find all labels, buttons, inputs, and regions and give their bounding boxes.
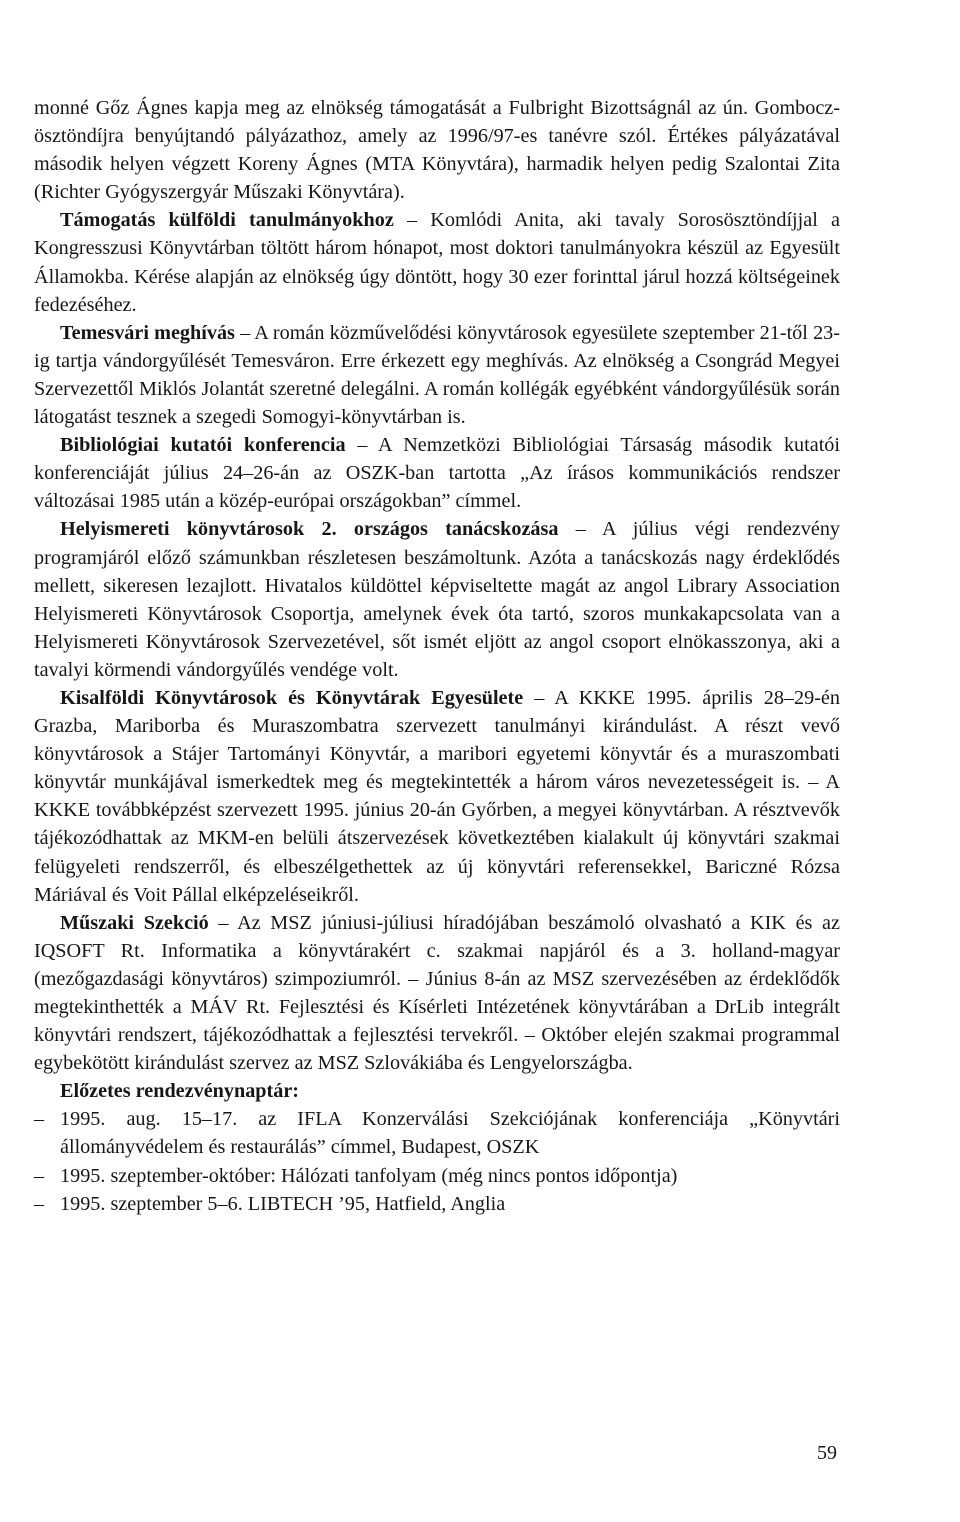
- paragraph-text: – A Nemzetközi Bibliológiai Társaság második kutatói konferenciáját július 24–26-án az OSZK-ban tartotta „Az írásos kommunikációs rendszer változásai 1985 után a közép-európai országokban” címmel.: [34, 434, 841, 513]
- paragraph-text: – A KKKE 1995. április 28–29-én Grazba, Mariborba és Muraszombatra szervezett tanulmányi kirándulást. A részt vevő könyvtárosok a Stájer Tartományi Könyvtár, a maribori egyetemi könyvtár és a muraszombati könyvtár munkájával ismerkedtek meg és megtekintették a három város nevezetességeit is. – A KKKE továbbképzést szervezett 1995. június 20-án Győrben, a megyei könyvtárban. A résztvevők tájékozódhattak az MKM-en belüli átszervezések következtében kialakult új könyvtári szakmai felügyeleti rendszerről, és elbeszélgethettek az új könyvtári referensekkel, Bariczné Rózsa Máriával és Voit Pállal elképzeléseikről.: [34, 686, 840, 906]
- page-body: [34, 94, 840, 1218]
- calendar-item-text: 1995. aug. 15–17. az IFLA Konzerválási Szekciójának konferenciája „Könyvtári állományvédelem és restaurálás” címmel, Budapest, OSZK: [60, 1108, 840, 1159]
- list-dash: –: [34, 1108, 45, 1131]
- paragraph-temesvar: [34, 319, 840, 431]
- section-heading: Támogatás külföldi tanulmányokhoz: [60, 209, 394, 232]
- paragraph-muszaki: [34, 909, 840, 1078]
- calendar-item-text: 1995. szeptember 5–6. LIBTECH ’95, Hatfield, Anglia: [60, 1192, 506, 1215]
- paragraph-text: – Komlódi Anita, aki tavaly Sorosösztöndíjjal a Kongresszusi Könyvtárban töltött három hónapot, most doktori tanulmányokra készül az Egyesült Államokba. Kérése alapján az elnökség úgy döntött, hogy 30 ezer forinttal járul hozzá költségeinek fedezéséhez.: [34, 209, 840, 316]
- paragraph-text: – A július végi rendezvény programjáról előző számunkban részletesen beszámoltunk. Azóta a tanácskozás nagy érdeklődés mellett, sikeresen lezajlott. Hivatalos küldöttel képviseltette magát az angol Library Association Helyismereti Könyvtárosok Csoportja, amelynek évek óta tartó, szoros munkakapcsolata van a Helyismereti Könyvtárosok Szervezetével, sőt ismét eljött az angol csoport elnökasszonya, aki a tavalyi körmendi vándorgyűlés vendége volt.: [34, 518, 841, 681]
- paragraph-text: – Az MSZ júniusi-júliusi híradójában beszámoló olvasható a KIK és az IQSOFT Rt. Informatika a könyvtárakért c. szakmai napjáról és a 3. holland-magyar (mezőgazdasági könyvtáros) szimpoziumról. – Június 8-án az MSZ szervezésében az érdeklődők megtekinthették a MÁV Rt. Fejlesztési és Kísérleti Intézetének könyvtárában a DrLib integrált könyvtári rendszert, tájékozódhattak a fejlesztési tervekről. – Október elején szakmai programmal egybekötött kirándulást szervez az MSZ Szlovákiába és Lengyelországba.: [34, 911, 840, 1075]
- paragraph-tamogatas: [34, 206, 840, 318]
- paragraph-text: – A román közművelődési könyvtárosok egyesülete szeptember 21-től 23-ig tartja vándorgyűlését Temesváron. Erre érkezett egy meghívás. Az elnökség a Csongrád Megyei Szervezettől Miklós Jolantát szeretné delegálni. A román kollégák egyébként vándorgyűlésük során látogatást tesznek a szegedi Somogyi-könyvtárban is.: [34, 321, 840, 429]
- section-heading: Bibliológiai kutatói konferencia: [60, 434, 346, 457]
- list-dash: –: [34, 1164, 45, 1187]
- paragraph-text: monné Gőz Ágnes kapja meg az elnökség támogatását a Fulbright Bizottságnál az ún. Gombocz-ösztöndíjra benyújtandó pályázathoz, amely az 1996/97-es tanévre szól. Értékes pályázatával második helyen végzett Koreny Ágnes (MTA Könyvtára), harmadik helyen pedig Szalontai Zita (Richter Gyógyszergyár Műszaki Könyvtára).: [34, 97, 840, 204]
- calendar-item: [34, 1190, 840, 1218]
- section-heading: Kisalföldi Könyvtárosok és Könyvtárak Egyesülete: [60, 686, 524, 709]
- paragraph-kkke: [34, 684, 840, 909]
- calendar-item-text: 1995. szeptember-október: Hálózati tanfolyam (még nincs pontos időpontja): [60, 1164, 678, 1187]
- section-heading: Helyismereti könyvtárosok 2. országos tanácskozása: [60, 518, 559, 541]
- page-number: 59: [817, 1442, 837, 1464]
- paragraph-helyismereti: [34, 515, 840, 684]
- list-dash: –: [34, 1192, 45, 1215]
- paragraph-bibliologia: [34, 431, 840, 515]
- calendar-item: [34, 1162, 840, 1190]
- section-heading: Temesvári meghívás: [60, 321, 235, 344]
- section-heading: Műszaki Szekció: [60, 911, 209, 934]
- calendar-item: [34, 1105, 840, 1161]
- paragraph-gombocz: [34, 94, 840, 206]
- calendar-title: Előzetes rendezvénynaptár:: [60, 1080, 300, 1103]
